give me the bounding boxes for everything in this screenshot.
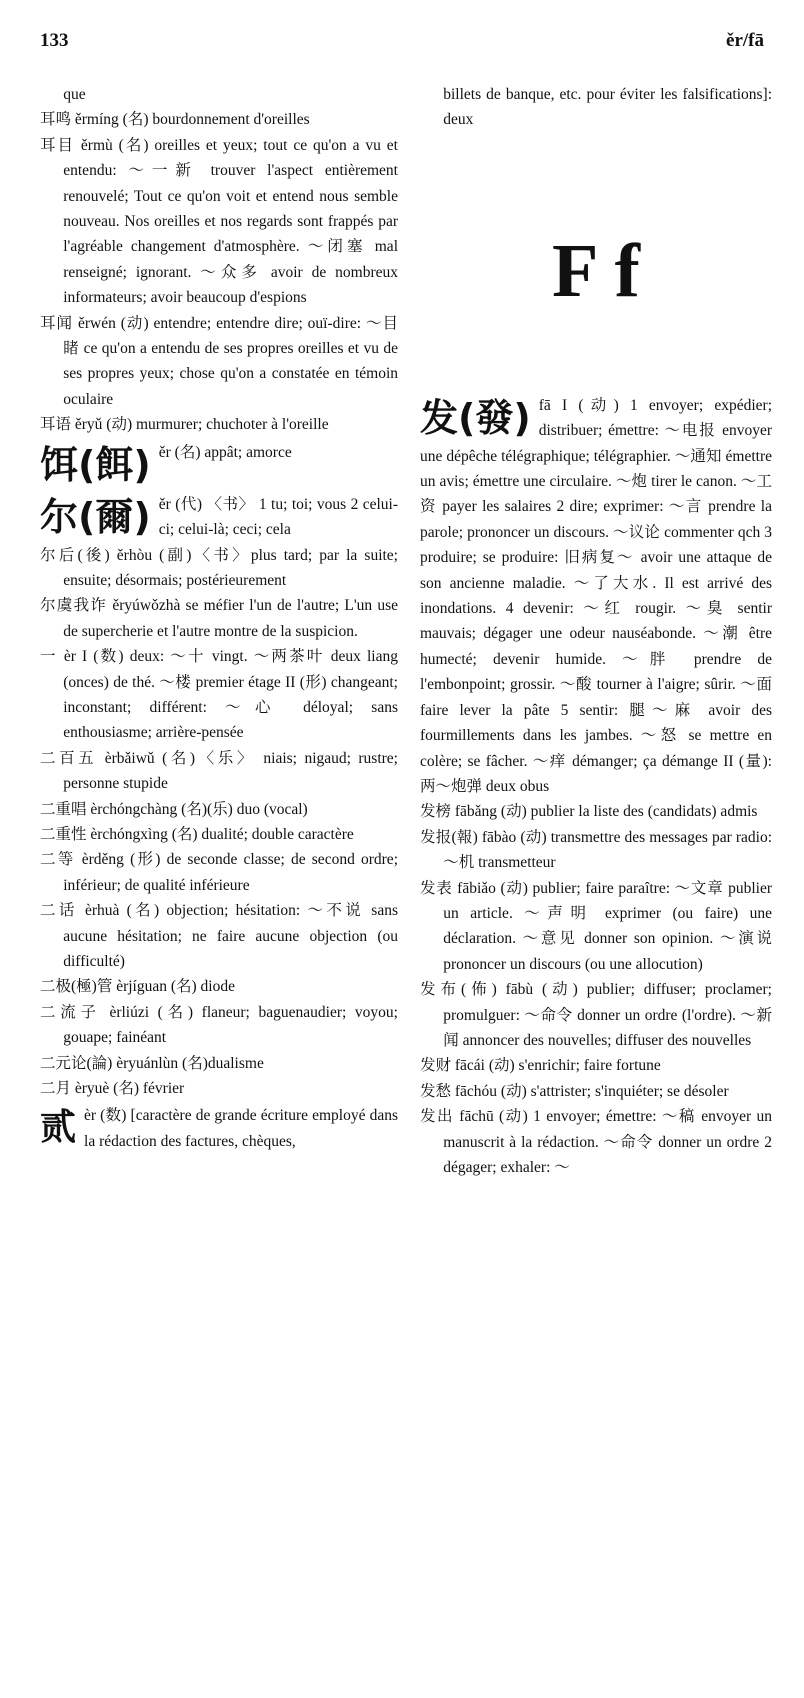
section-letter: F f [552, 228, 640, 313]
dictionary-entry: 耳语 ěryǔ (动) murmurer; chuchoter à l'oreille [40, 416, 329, 434]
right-column [420, 82, 772, 1180]
running-head: ěr/fā [726, 30, 764, 51]
dictionary-entry: 发出 fāchū (动) 1 envoyer; émettre: ～稿 envoyer un manuscrit à la rédaction. ～命令 donner un ordre 2 dégager; exhaler: ～ [420, 1108, 772, 1176]
entry-headword: 发(發) [420, 395, 531, 440]
dictionary-entry: 二话 èrhuà (名) objection; hésitation: ～不说 sans aucune hésitation; ne faire aucune objection (ou difficulté) [40, 902, 398, 970]
page-header [40, 30, 764, 62]
entry-definition: fā I (动) 1 envoyer; expédier; distribuer; émettre: ～电报 envoyer une dépêche télégraphique; télégraphier. ～通知 émettre un avis; émettre une circulaire. ～炮 tirer le canon. ～工资 payer les salaires 2 dire; exprimer: ～言 prendre la parole; prononcer un discours. ～议论 commenter qch 3 produire; se produire: 旧病复～ avoir une attaque de son ancienne maladie. ～了大水. Il est arrivé des inondations. 4 devenir: ～红 rougir. ～臭 sentir mauvais; dégager une odeur nauséabonde. ～潮 être humecté; devenir humide. ～胖 prendre de l'embonpoint; grossir. ～酸 tourner à l'aigre; sûrir. ～面 faire lever la pâte 5 sentir: 腿～麻 avoir des fourmillements dans les jambes. ～怒 se mettre en colère; se fâcher. ～痒 démanger; ça démange II (量): 两～炮弹 deux obus [420, 396, 772, 795]
dictionary-entry: 耳目 ěrmù (名) oreilles et yeux; tout ce qu'on a vu et entendu: ～一新 trouver l'aspect entièrement renouvelé; Tout ce qu'on voit et entend nous semble nouveau. Nos oreilles et nos regards sont frappés par l'agréable changement d'atmosphère. ～闭塞 mal renseigné; ignorant. ～众多 avoir de nombreux informateurs; avoir beaucoup d'espions [40, 136, 398, 307]
dictionary-entry: 耳闻 ěrwén (动) entendre; entendre dire; ouï-dire: ～目睹 ce qu'on a entendu de ses propres oreilles et vu de ses propres yeux; chose qu'on a constatée en témoin oculaire [40, 314, 398, 408]
entry-headword: 贰 [40, 1107, 77, 1149]
entry-headword: 尔(爾) [40, 494, 151, 539]
dictionary-entry: 发榜 fābǎng (动) publier la liste des (candidats) admis [420, 803, 758, 821]
dictionary-entry: 发表 fābiǎo (动) publier; faire paraître: ～文章 publier un article. ～声明 exprimer (ou faire) une déclaration. ～意见 donner son opinion. ～演说 prononcer un discours (ou une allocution) [420, 879, 772, 973]
dictionary-entry: 二重性 èrchóngxìng (名) dualité; double caractère [40, 825, 354, 843]
dictionary-entry: que [63, 86, 86, 103]
page-number: 133 [40, 30, 69, 51]
dictionary-entry: 二月 èryuè (名) février [40, 1080, 185, 1098]
dictionary-entry: 二重唱 èrchóngchàng (名)(乐) duo (vocal) [40, 800, 308, 818]
dictionary-entry-headword [420, 393, 772, 800]
dictionary-entry-headword [40, 440, 398, 490]
dictionary-entry: 发报(報) fābào (动) transmettre des messages par radio: ～机 transmetteur [420, 828, 772, 872]
dictionary-entry-headword [40, 1103, 398, 1154]
dictionary-entry: 尔虞我诈 ěryúwǒzhà se méfier l'un de l'autre; L'un use de supercherie et l'autre montre de la suspicion. [40, 597, 398, 640]
entry-headword: 饵(餌) [40, 442, 151, 487]
dictionary-entry: billets de banque, etc. pour éviter les falsifications]: deux [443, 86, 772, 129]
entry-definition: ěr (名) appât; amorce [158, 443, 292, 461]
dictionary-entry: 耳鸣 ěrmíng (名) bourdonnement d'oreilles [40, 111, 310, 129]
dictionary-entry: 二元论(論) èryuánlùn (名)dualisme [40, 1054, 264, 1072]
dictionary-entry-headword [40, 492, 398, 543]
dictionary-entry: 发财 fācái (动) s'enrichir; faire fortune [420, 1057, 661, 1075]
dictionary-entry: 发布(佈) fābù (动) publier; diffuser; proclamer; promulguer: ～命令 donner un ordre (l'ordre). ～新闻 annoncer des nouvelles; diffuser des nouvelles [420, 981, 772, 1049]
left-column [40, 82, 398, 1154]
dictionary-entry: 一 èr I (数) deux: ～十 vingt. ～两茶叶 deux liang (onces) de thé. ～楼 premier étage II (形) changeant; inconstant; différent: ～心 déloyal; sans enthousiasme; arrière-pensée [40, 648, 398, 742]
dictionary-entry: 二极(極)管 èrjíguan (名) diode [40, 978, 235, 996]
dictionary-entry: 二等 èrděng (形) de seconde classe; de second ordre; inférieur; de qualité inférieure [40, 851, 398, 894]
dictionary-entry: 二百五 èrbǎiwǔ (名)〈乐〉 niais; nigaud; rustre; personne stupide [40, 749, 398, 793]
entry-definition: ěr (代) 〈书〉 1 tu; toi; vous 2 celui-ci; celui-là; ceci; cela [158, 495, 398, 539]
entry-definition: èr (数) [caractère de grande écriture employé dans la rédaction des factures, chèques, [84, 1107, 398, 1150]
dictionary-entry: 尔后(後) ěrhòu (副)〈书〉plus tard; par la suite; ensuite; désormais; postérieurement [40, 546, 398, 589]
dictionary-entry: 二流子 èrliúzi (名) flaneur; baguenaudier; voyou; gouape; fainéant [40, 1003, 398, 1047]
dictionary-entry: 发愁 fāchóu (动) s'attrister; s'inquiéter; se désoler [420, 1082, 729, 1100]
